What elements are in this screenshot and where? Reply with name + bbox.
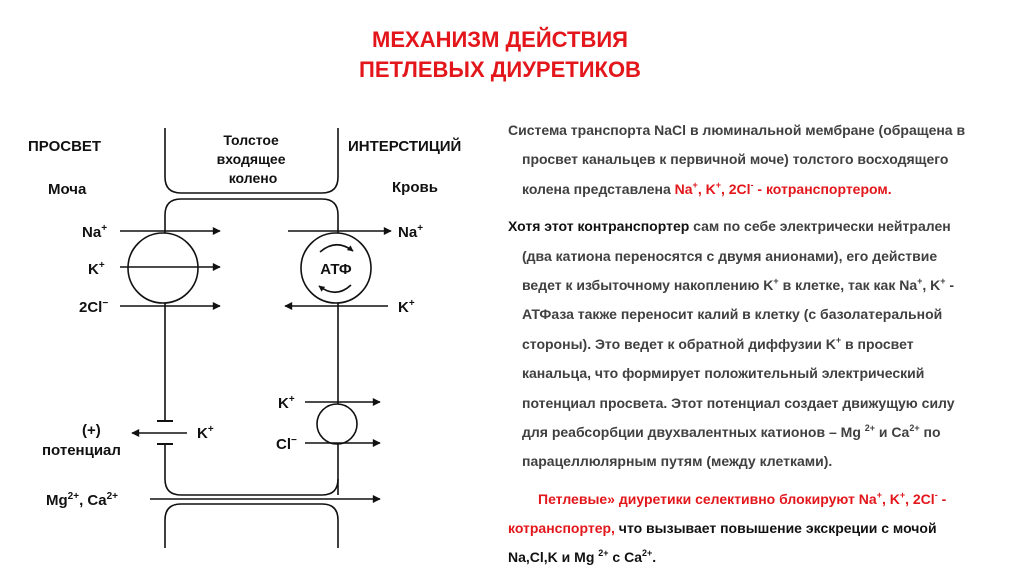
text-segment: в клетке, так как Na — [778, 276, 918, 293]
text-segment: для реабсорбции двухвалентных катионов – Mg — [522, 423, 865, 440]
loop-diuretic-mechanism-diagram — [20, 115, 500, 555]
kcl-cotransporter — [317, 404, 357, 444]
text-line — [508, 300, 1018, 329]
text-segment: стороны). Это ведет к обратной диффузии K — [522, 335, 836, 352]
superscript: + — [715, 179, 721, 190]
text-line — [508, 145, 1018, 174]
label-potential-sign: (+) — [82, 422, 101, 439]
text-segment: сам по себе электрически нейтрален — [689, 218, 951, 235]
superscript: 2+ — [642, 548, 653, 559]
text-segment: просвет канальцев к первичной моче) толстого восходящего — [522, 151, 949, 168]
text-segment: парацеллюлярным путям (между клетками). — [522, 453, 833, 470]
text-line — [508, 212, 1018, 241]
label-2cl-lumen: 2Cl− — [79, 298, 109, 316]
label-lumen: ПРОСВЕТ — [28, 138, 102, 155]
slide-title-line-2: ПЕТЛЕВЫХ ДИУРЕТИКОВ — [359, 57, 641, 82]
text-line — [508, 514, 1018, 543]
superscript: 2+ — [864, 422, 876, 433]
text-line — [508, 175, 1018, 204]
superscript: + — [899, 489, 906, 500]
text-segment: Система транспорта NaCl в люминальной мембране (обращена в — [508, 122, 966, 138]
paragraph-3 — [508, 485, 1018, 573]
text-segment: потенциал просвета. Этот потенциал создает движущую силу — [522, 394, 955, 411]
label-atp: АТФ — [320, 261, 352, 278]
explanation-text — [508, 116, 1018, 573]
superscript: 2+ — [909, 422, 920, 433]
text-segment: . — [652, 549, 657, 566]
label-blood: Кровь — [392, 179, 438, 196]
superscript: - — [750, 179, 754, 190]
text-segment: АТФаза также переносит калий в клетку (с базолатеральной — [522, 306, 943, 323]
text-segment: , 2Cl — [720, 180, 751, 197]
paragraph-2 — [508, 212, 1018, 477]
text-segment: (два катиона переносятся с двумя анионами), его действие — [522, 247, 938, 264]
text-line — [508, 330, 1018, 359]
text-line — [508, 389, 1018, 418]
paragraph-1 — [508, 116, 1018, 204]
text-segment: что вызывает повышение экскреции с мочой — [614, 520, 937, 537]
text-segment: ведет к избыточному накоплению K — [522, 276, 774, 293]
label-cl-basolateral: Cl− — [276, 435, 297, 453]
superscript: - — [934, 489, 938, 500]
label-potential: потенциал — [42, 442, 121, 459]
label-mg-ca: $Mg^{2+}$, $Ca^{2+}$ — [46, 491, 118, 509]
text-segment: канальца, что формирует положительный электрический — [522, 365, 925, 382]
text-segment: котранспортер, — [508, 520, 615, 537]
text-segment: - — [937, 490, 947, 507]
nkcc2-cotransporter — [128, 233, 198, 303]
label-segment-2: входящее — [216, 151, 286, 167]
label-segment-1: Толстое — [223, 132, 279, 148]
slide-title-line-1: МЕХАНИЗМ ДЕЙСТВИЯ — [372, 27, 628, 52]
text-line — [508, 116, 1018, 145]
text-segment: - котранспортером. — [753, 180, 892, 197]
superscript: + — [835, 334, 842, 345]
text-segment: , K — [697, 180, 716, 197]
label-na-blood: Na+ — [398, 223, 424, 241]
text-segment: по — [919, 423, 941, 440]
text-segment: Петлевые» диуретики селективно блокируют Na — [538, 490, 877, 507]
text-segment: с Ca — [608, 549, 643, 566]
text-segment: колена представлена — [522, 180, 675, 197]
label-k-blood: K+ — [398, 298, 415, 316]
text-segment: в просвет — [841, 335, 914, 352]
text-line — [508, 543, 1018, 572]
superscript: + — [692, 179, 698, 190]
label-interstitium: ИНТЕРСТИЦИЙ — [348, 138, 462, 155]
label-na-lumen: Na+ — [82, 223, 108, 241]
text-segment: Na — [674, 180, 693, 197]
text-line — [508, 359, 1018, 388]
text-segment: , K — [922, 276, 941, 293]
superscript: + — [773, 275, 779, 286]
label-k-channel: K+ — [197, 424, 214, 442]
text-segment: и Ca — [875, 423, 910, 440]
text-line — [508, 418, 1018, 447]
text-line — [508, 271, 1018, 300]
label-urine: Моча — [48, 181, 87, 198]
text-segment: - — [945, 276, 955, 293]
superscript: + — [876, 489, 882, 500]
text-segment: , 2Cl — [905, 490, 935, 507]
label-k-basolateral: K+ — [278, 394, 295, 412]
label-k-lumen: K+ — [88, 260, 105, 278]
label-segment-3: колено — [228, 170, 278, 186]
text-line — [508, 485, 1018, 514]
superscript: 2+ — [598, 548, 609, 559]
superscript: + — [940, 275, 946, 286]
text-segment: Хотя этот контранспортер — [508, 218, 690, 235]
text-line — [508, 447, 1018, 476]
superscript: + — [917, 275, 923, 286]
text-segment: Na,Cl,K и Mg — [508, 549, 599, 566]
text-segment: , K — [881, 490, 900, 507]
text-line — [508, 242, 1018, 271]
